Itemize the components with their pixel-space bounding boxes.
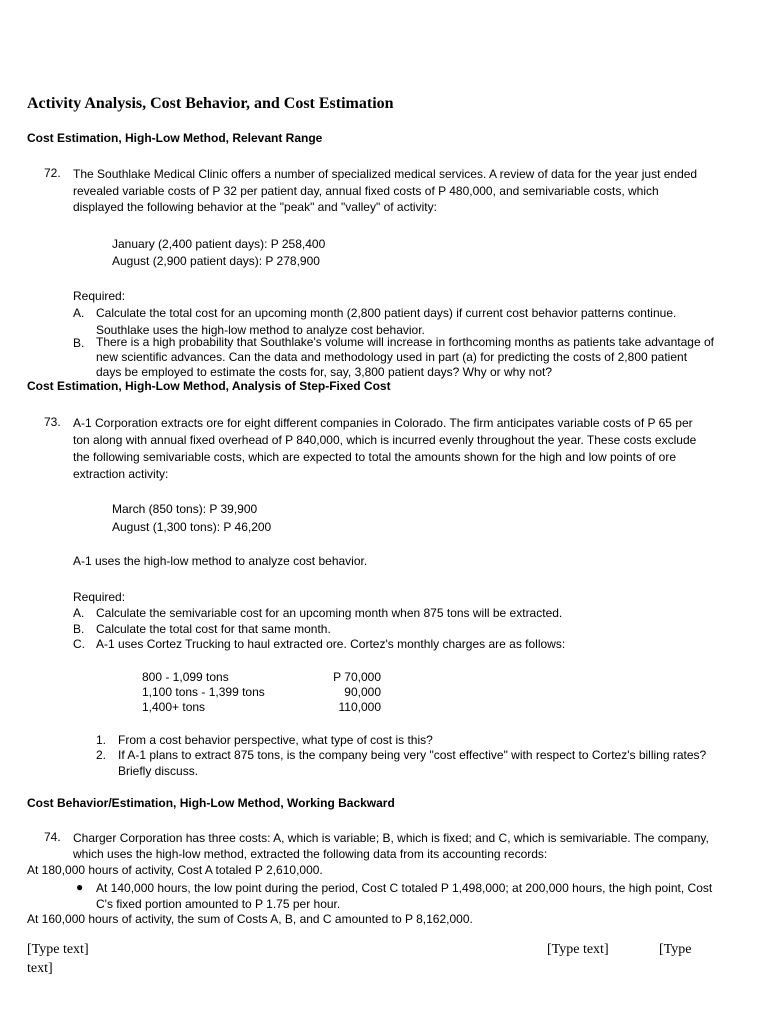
question-73-item-letter: A. — [73, 606, 85, 620]
data-line: August (1,300 tons): P 46,200 — [112, 520, 272, 534]
subitem-line: If A-1 plans to extract 875 tons, is the company being very "cost effective" with respect to Cortez's billing rates? — [118, 748, 707, 762]
data-line: January (2,400 patient days): P 258,400 — [112, 237, 326, 251]
question-72-line: displayed the following behavior at the "peak" and "valley" of activity: — [73, 200, 437, 214]
question-73-item-a: Calculate the semivariable cost for an upcoming month when 875 tons will be extracted. — [96, 606, 563, 620]
rate-amount: 110,000 — [338, 700, 381, 714]
question-73-item-letter: B. — [73, 622, 85, 636]
question-74-line: Charger Corporation has three costs: A, which is variable; B, which is fixed; and C, which is semivariable. The company, — [73, 831, 709, 845]
footer-center: [Type text] — [547, 942, 609, 957]
question-72-item-letter: A. — [73, 306, 85, 320]
section-heading-relevant-range: Cost Estimation, High-Low Method, Relevant Range — [27, 131, 323, 145]
question-72-item-a — [96, 305, 676, 338]
question-73-method: A-1 uses the high-low method to analyze cost behavior. — [73, 554, 368, 568]
subitem-number: 2. — [96, 748, 107, 762]
item-line: Southlake uses the high-low method to analyze cost behavior. — [96, 322, 425, 337]
question-72-required: Required: — [73, 289, 126, 303]
subitem-line: Briefly discuss. — [118, 763, 199, 778]
rate-amount: P 70,000 — [333, 670, 381, 684]
question-74-line-a: At 180,000 hours of activity, Cost A totaled P 2,610,000. — [27, 863, 323, 877]
item-line: new scientific advances. Can the data and methodology used in part (a) for predicting the costs of 2,800 patient — [96, 350, 688, 364]
rate-amount: 90,000 — [344, 685, 381, 699]
data-line: March (850 tons): P 39,900 — [112, 502, 258, 516]
item-line: There is a high probability that Southlake's volume will increase in forthcoming months as patients take advantage of — [96, 335, 714, 349]
question-73-text — [73, 415, 696, 483]
question-72-text — [73, 166, 697, 216]
question-74-bullet — [96, 880, 712, 912]
question-73-required: Required: — [73, 590, 126, 604]
question-73-number: 73. — [44, 415, 61, 429]
question-72-item-letter: B. — [73, 336, 85, 350]
subitem-1-text: From a cost behavior perspective, what type of cost is this? — [118, 733, 433, 747]
rate-range: 800 - 1,099 tons — [142, 670, 229, 684]
question-74-text — [73, 830, 709, 862]
bullet-line: C's fixed portion amounted to P 1.75 per hour. — [96, 897, 341, 911]
question-73-item-letter: C. — [73, 637, 85, 651]
question-73-line: A-1 Corporation extracts ore for eight different companies in Colorado. The firm anticipates variable costs of P 65 per — [73, 416, 693, 430]
subitem-2-text — [118, 748, 706, 779]
question-73-line: ton along with annual fixed overhead of P 840,000, which is incurred evenly throughout the year. These costs exclude — [73, 433, 697, 447]
rate-range: 1,400+ tons — [142, 700, 206, 714]
question-73-item-c: A-1 uses Cortez Trucking to haul extracted ore. Cortez's monthly charges are as follows: — [96, 637, 566, 651]
section-heading-working-backward: Cost Behavior/Estimation, High-Low Method, Working Backward — [27, 796, 395, 810]
question-73-data — [112, 500, 271, 536]
footer-left-wrap: text] — [27, 961, 53, 976]
item-line: Calculate the total cost for an upcoming month (2,800 patient days) if current cost behavior patterns continue. — [96, 306, 677, 320]
question-73-line: extraction activity: — [73, 467, 169, 481]
bullet-icon: ● — [76, 880, 84, 894]
question-73-line: the following semivariable costs, which are expected to total the amounts shown for the high and low points of ore — [73, 450, 677, 464]
footer-right: [Type — [659, 942, 692, 957]
question-72-data — [112, 236, 325, 269]
question-73-item-b: Calculate the total cost for that same month. — [96, 622, 331, 636]
question-74-line: which uses the high-low method, extracted the following data from its accounting records: — [73, 847, 548, 861]
question-72-line: revealed variable costs of P 32 per patient day, annual fixed costs of P 480,000, and semivariable costs, which — [73, 183, 659, 198]
document-title: Activity Analysis, Cost Behavior, and Cost Estimation — [27, 95, 394, 112]
rate-range: 1,100 tons - 1,399 tons — [142, 685, 265, 699]
question-72-line: The Southlake Medical Clinic offers a number of specialized medical services. A review of data for the year just ended — [73, 167, 698, 181]
item-line: days be employed to estimate the costs for, say, 3,800 patient days? Why or why not? — [96, 365, 553, 379]
subitem-number: 1. — [96, 733, 107, 747]
bullet-line: At 140,000 hours, the low point during the period, Cost C totaled P 1,498,000; at 200,000 hours, the high point, Cost — [96, 881, 713, 895]
question-72-item-b — [96, 335, 714, 380]
data-line: August (2,900 patient days): P 278,900 — [112, 253, 320, 268]
question-74-number: 74. — [44, 830, 61, 844]
section-heading-step-fixed-cost: Cost Estimation, High-Low Method, Analysis of Step-Fixed Cost — [27, 379, 391, 393]
footer-left: [Type text] — [27, 942, 89, 957]
question-74-line-b: At 160,000 hours of activity, the sum of Costs A, B, and C amounted to P 8,162,000. — [27, 912, 473, 926]
question-72-number: 72. — [44, 166, 61, 180]
